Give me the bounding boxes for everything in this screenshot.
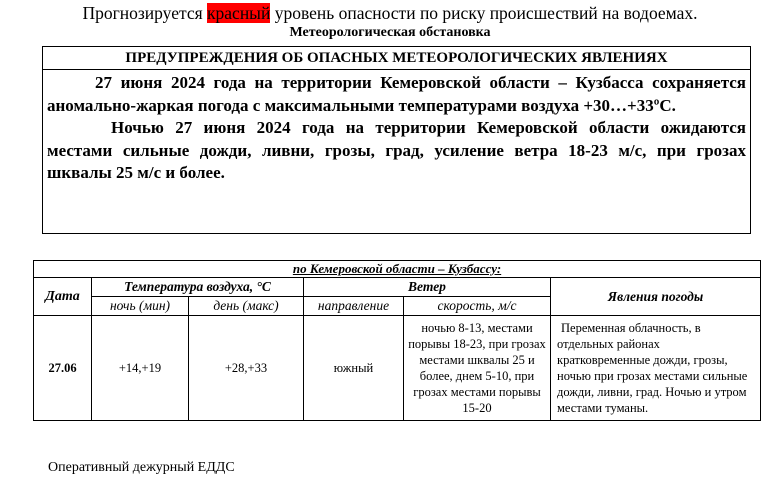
column-header-wind: Ветер xyxy=(304,278,551,297)
weather-forecast-table xyxy=(33,260,761,421)
column-subheader-direction: направление xyxy=(304,297,404,316)
table-region-title: по Кемеровской области – Кузбассу: xyxy=(34,261,761,278)
column-header-date: Дата xyxy=(34,278,92,316)
statement-suffix: уровень опасности по риску происшествий на водоемах. xyxy=(270,3,698,23)
column-subheader-night: ночь (мин) xyxy=(92,297,189,316)
cell-wind-direction: южный xyxy=(304,316,404,421)
column-subheader-day: день (макс) xyxy=(189,297,304,316)
cell-day-temperature: +28,+33 xyxy=(189,316,304,421)
cell-wind-speed: ночью 8-13, местами порывы 18-23, при грозах местами шквалы 25 и более, днем 5-10, при грозах местами порывы 15-20 xyxy=(404,316,551,421)
column-header-temperature: Температура воздуха, °С xyxy=(92,278,304,297)
warnings-body xyxy=(43,70,750,185)
hazard-level-statement xyxy=(0,3,780,23)
warnings-box xyxy=(42,46,751,234)
warnings-header: ПРЕДУПРЕЖДЕНИЯ ОБ ОПАСНЫХ МЕТЕОРОЛОГИЧЕСКИХ ЯВЛЕНИЯХ xyxy=(43,47,750,70)
column-subheader-speed: скорость, м/с xyxy=(404,297,551,316)
warning-paragraph-heat: 27 июня 2024 года на территории Кемеровской области – Кузбасса сохраняется аномально-жаркая погода с максимальными температурами воздуха +30…+33ºС. xyxy=(47,73,746,115)
warning-paragraph-storms: Ночью 27 июня 2024 года на территории Кемеровской области ожидаются местами сильные дожди, ливни, грозы, град, усиление ветра 18-23 м/с, при грозах шквалы 25 м/с и более. xyxy=(47,118,746,182)
column-header-phenomena: Явления погоды xyxy=(551,278,761,316)
statement-prefix: Прогнозируется xyxy=(82,3,208,23)
weather-phenomena-text: Переменная облачность, в отдельных районах кратковременные дожди, грозы, ночью при грозах местами сильные дожди, ливни, град. Ночью и утром местами туманы. xyxy=(557,321,748,415)
section-title: Метеорологическая обстановка xyxy=(289,25,491,40)
duty-officer-signature: Оперативный дежурный ЕДДС xyxy=(48,460,235,475)
cell-night-temperature: +14,+19 xyxy=(92,316,189,421)
table-row xyxy=(34,316,761,421)
cell-date: 27.06 xyxy=(34,316,92,421)
hazard-level-highlight: красный xyxy=(207,3,271,23)
cell-weather-phenomena xyxy=(551,316,761,421)
